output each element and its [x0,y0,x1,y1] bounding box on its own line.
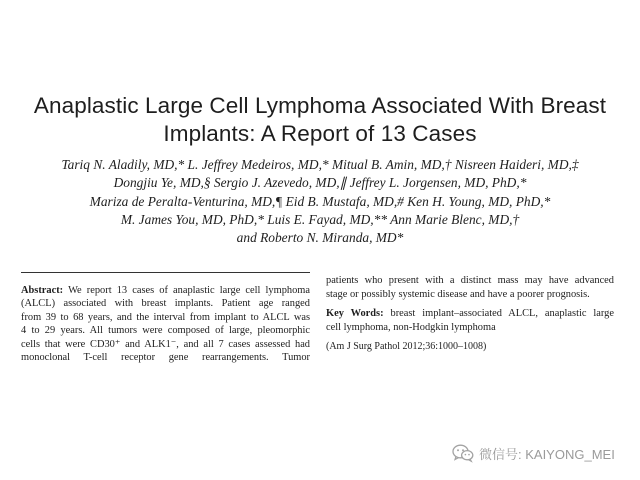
keywords-line: cell lymphoma, non-Hodgkin lymphoma [326,321,496,333]
abstract-line: 4 to 29 years. All tumors were composed of large, pleomorphic [21,325,310,337]
keywords-line-1-text: breast implant–associated ALCL, anaplastic large [383,308,614,320]
abstract-line: cells that were CD30⁺ and ALK1⁻, and all 7 cases assessed had [21,338,310,350]
abstract-line-cut: monoclonal T-cell receptor gene rearrangements. Tumor [21,352,310,364]
right-column-line: stage or possibly systemic disease and have a poorer prognosis. [326,288,590,300]
watermark [452,443,615,463]
keywords-label: Key Words: [326,308,384,320]
author-line: M. James You, MD, PhD,* Luis E. Fayad, MD,** Ann Marie Blenc, MD,† [120,211,520,227]
keywords [326,307,614,334]
author-line: Tariq N. Aladily, MD,* L. Jeffrey Medeiros, MD,* Mitual B. Amin, MD,† Nisreen Haideri, MD,‡ [61,157,579,172]
abstract-line-1-text: We report 13 cases of anaplastic large cell lymphoma [63,285,310,296]
watermark-text: 微信号: KAIYONG_MEI [479,446,615,462]
author-line: Dongjiu Ye, MD,§ Sergio J. Azevedo, MD,∥ Jeffrey L. Jorgensen, MD, PhD,* [113,175,527,191]
title-line-2: Implants: A Report of 13 Cases [163,121,477,146]
abstract-block [21,284,310,364]
right-column-line: patients who present with a distinct mass may have advanced [326,275,614,286]
abstract-line: from 39 to 68 years, and the interval from implant to ALCL was [21,311,310,323]
right-column [326,274,614,354]
abstract-line [21,284,310,297]
title-line-1: Anaplastic Large Cell Lymphoma Associated With Breast [33,93,607,118]
author-line: and Roberto N. Miranda, MD* [236,230,404,246]
author-line: Mariza de Peralta-Venturina, MD,¶ Eid B. Mustafa, MD,# Ken H. Young, MD, PhD,* [89,193,551,209]
citation: (Am J Surg Pathol 2012;36:1000–1008) [326,341,487,353]
keywords-line [326,307,614,321]
abstract-divider [21,272,310,273]
wechat-icon [452,444,474,462]
abstract-line: (ALCL) associated with breast implants. Patient age ranged [21,298,310,310]
abstract-label: Abstract: [21,285,64,296]
author-list [0,156,640,247]
paper-title [0,92,640,148]
